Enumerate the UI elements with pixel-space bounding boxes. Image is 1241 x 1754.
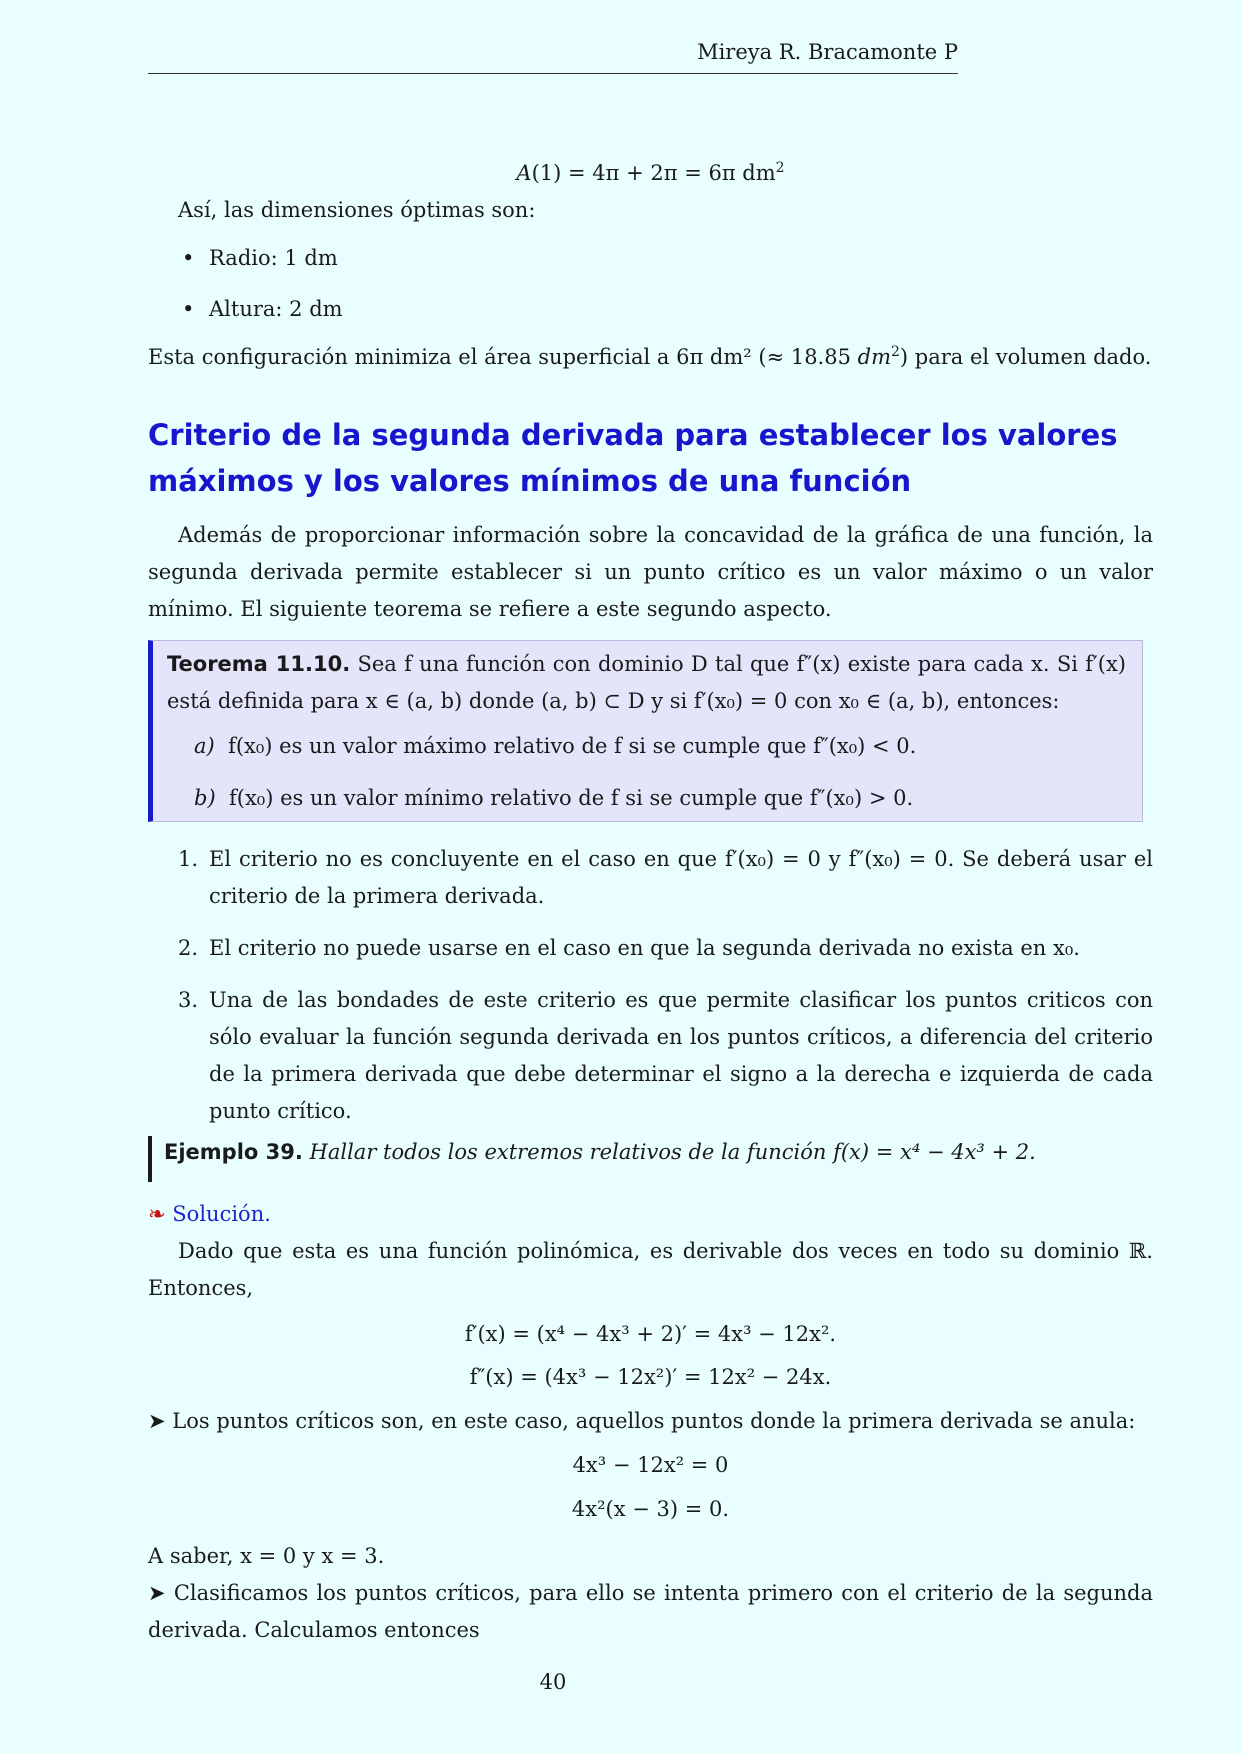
- list-item: [148, 982, 1153, 1130]
- solution-heading: [148, 1196, 1153, 1233]
- item-text: El criterio no es concluyente en el caso en que f′(x₀) = 0 y f″(x₀) = 0. Se deberá usar el criterio de la primera derivada.: [209, 847, 1153, 908]
- conclusion-unit: dm: [857, 345, 891, 369]
- critical-text: Los puntos críticos son, en este caso, aquellos puntos donde la primera derivada se anula:: [172, 1409, 1136, 1433]
- item-number: 2.: [178, 936, 199, 960]
- critical-points-intro: [148, 1403, 1153, 1440]
- list-item: [148, 841, 1153, 915]
- list-item: • Altura: 2 dm: [148, 291, 1153, 328]
- remarks-list: [148, 841, 1153, 1145]
- item-text: f(x₀) es un valor máximo relativo de f si se cumple que f″(x₀) < 0.: [228, 734, 917, 758]
- solution-label: Solución.: [172, 1202, 271, 1226]
- area-equation: [148, 155, 1153, 192]
- equation-second-derivative: f″(x) = (4x³ − 12x²)′ = 12x² − 24x.: [469, 1365, 832, 1389]
- conclusion-exp: 2: [891, 344, 900, 360]
- example-box: [148, 1136, 1036, 1182]
- theorem-items: [167, 728, 1126, 817]
- conclusion-part: Esta configuración minimiza el área superficial a 6π dm² (≈ 18.85: [148, 345, 858, 369]
- classify-text: [148, 1575, 1153, 1649]
- optimal-dimensions-intro: Así, las dimensiones óptimas son:: [178, 198, 536, 222]
- fleuron-icon: ❧: [148, 1202, 166, 1226]
- list-item: [148, 930, 1153, 967]
- theorem-statement: [167, 646, 1126, 720]
- conclusion-text: [148, 339, 1153, 376]
- equation-critical-2: 4x²(x − 3) = 0.: [571, 1497, 730, 1521]
- example-label: Ejemplo 39.: [164, 1140, 303, 1164]
- area-eq-body: (1) = 4π + 2π = 6π dm: [531, 161, 776, 185]
- dimension-list: [148, 240, 1153, 342]
- list-item: • Radio: 1 dm: [148, 240, 1153, 277]
- theorem-box: [148, 640, 1143, 822]
- example-text: Hallar todos los extremos relativos de la función f(x) = x⁴ − 4x³ + 2.: [309, 1140, 1036, 1164]
- theorem-item-b: [167, 780, 1126, 817]
- item-label: b): [194, 786, 216, 810]
- equation-critical-1: 4x³ − 12x² = 0: [572, 1453, 729, 1477]
- page-number: 40: [539, 1670, 567, 1694]
- classify-body: Clasificamos los puntos críticos, para ello se intenta primero con el criterio de la segunda derivada. Calculamos entonces: [148, 1581, 1153, 1642]
- theorem-text: Sea f una función con dominio D tal que f″(x) existe para cada x. Si f′(x) está definida para x ∈ (a, b) donde (a, b) ⊂ D y si f′(x₀) = 0 con x₀ ∈ (a, b), entonces:: [167, 652, 1126, 713]
- running-header: Mireya R. Bracamonte P: [148, 40, 958, 74]
- document-page: [148, 0, 1153, 1754]
- item-label: a): [194, 734, 215, 758]
- theorem-item-a: [167, 728, 1126, 765]
- theorem-label: Teorema 11.10.: [167, 652, 351, 676]
- area-eq-exp: 2: [775, 160, 785, 176]
- roots-text: A saber, x = 0 y x = 3.: [148, 1544, 385, 1568]
- item-number: 1.: [178, 847, 199, 871]
- equation-first-derivative: f′(x) = (x⁴ − 4x³ + 2)′ = 4x³ − 12x².: [464, 1322, 837, 1346]
- section-title: Criterio de la segunda derivada para establecer los valores máximos y los valores mínimos de una función: [148, 418, 1118, 498]
- arrow-icon: ➤: [148, 1409, 166, 1433]
- item-number: 3.: [178, 988, 199, 1012]
- section-paragraph: Además de proporcionar información sobre la concavidad de la gráfica de una función, la segunda derivada permite establecer si un punto crítico es un valor máximo o un valor mínimo. El siguiente teorema se refiere a este segundo aspecto.: [148, 523, 1153, 621]
- item-text: Una de las bondades de este criterio es que permite clasificar los puntos criticos con sólo evaluar la función segunda derivada en los puntos críticos, a diferencia del criterio de la primera derivada que debe determinar el signo a la derecha e izquierda de cada punto crítico.: [209, 988, 1153, 1123]
- area-eq-var: A: [516, 161, 532, 185]
- conclusion-part: ) para el volumen dado.: [899, 345, 1152, 369]
- item-text: f(x₀) es un valor mínimo relativo de f si se cumple que f″(x₀) > 0.: [229, 786, 914, 810]
- arrow-icon: ➤: [148, 1581, 166, 1605]
- item-text: El criterio no puede usarse en el caso en que la segunda derivada no exista en x₀.: [209, 936, 1080, 960]
- solution-intro: Dado que esta es una función polinómica, es derivable dos veces en todo su dominio ℝ. Entonces,: [148, 1239, 1153, 1300]
